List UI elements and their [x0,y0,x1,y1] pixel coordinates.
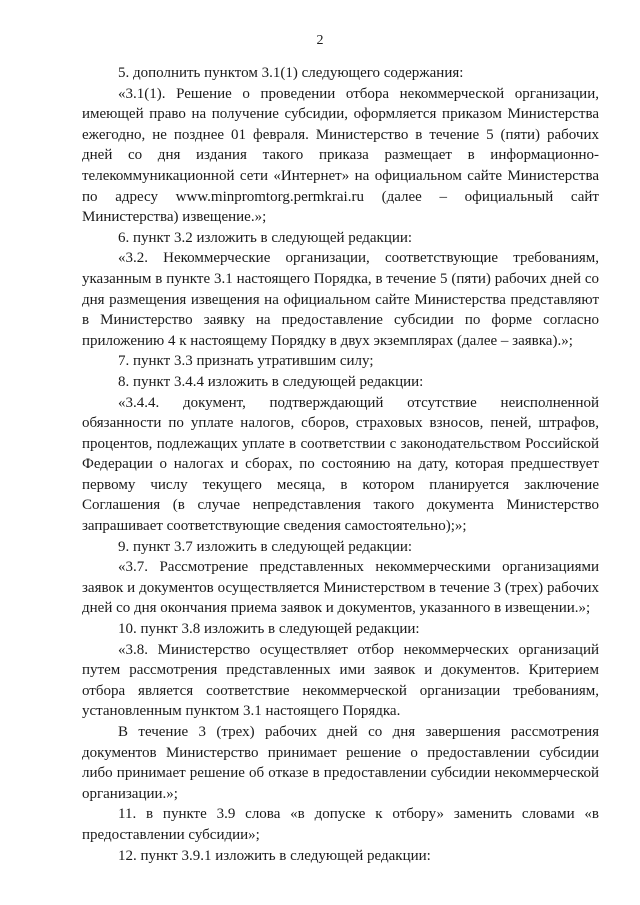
paragraph: 11. в пункте 3.9 слова «в допуске к отбору» заменить словами «в предоставлении субсидии»; [82,806,599,843]
paragraph: «3.2. Некоммерческие организации, соответствующие требованиям, указанным в пункте 3.1 настоящего Порядка, в течение 5 (пяти) рабочих дней со дня размещения извещения на официальном сайте Министерства представляют в Министерство заявку на предоставление субсидии по форме согласно приложению 4 к настоящему Порядку в двух экземплярах (далее – заявка).»; [82,250,599,349]
paragraph: «3.8. Министерство осуществляет отбор некоммерческих организаций путем рассмотрения представленных ими заявок и документов. Критерием отбора является соответствие некоммерческой организации требованиям, установленным пунктом 3.1 настоящего Порядка. [82,641,599,720]
paragraph: В течение 3 (трех) рабочих дней со дня завершения рассмотрения документов Министерство принимает решение о предоставлении субсидии либо принимает решение об отказе в предоставлении субсидии некоммерческой организации.»; [82,724,599,802]
paragraph: 8. пункт 3.4.4 изложить в следующей редакции: [118,373,424,390]
paragraph: «3.1(1). Решение о проведении отбора некоммерческой организации, имеющей право на получение субсидии, оформляется приказом Министерства ежегодно, не позднее 01 февраля. Министерство в течение 5 (пяти) рабочих дней со дня издания такого приказа размещает в информационно-телекоммуникационной сети «Интернет» на официальном сайте Министерства по адресу www.minpromtorg.permkrai.ru (далее – официальный сайт Министерства) извещение.»; [82,85,599,226]
paragraph: 7. пункт 3.3 признать утратившим силу; [118,353,374,370]
paragraph: 5. дополнить пунктом 3.1(1) следующего содержания: [118,65,464,81]
paragraph: 6. пункт 3.2 изложить в следующей редакции: [118,229,413,246]
page-number: 2 [316,33,324,48]
paragraph: 10. пункт 3.8 изложить в следующей редакции: [118,621,420,638]
paragraph: «3.7. Рассмотрение представленных некоммерческими организациями заявок и документов осуществляется Министерством в течение 3 (трех) рабочих дней со дня окончания приема заявок и документов, указанного в извещении.»; [82,559,599,617]
paragraph: 12. пункт 3.9.1 изложить в следующей редакции: [118,847,431,864]
paragraph: 9. пункт 3.7 изложить в следующей редакции: [118,538,413,555]
document-body [82,63,599,866]
paragraph: «3.4.4. документ, подтверждающий отсутствие неисполненной обязанности по уплате налогов, сборов, страховых взносов, пеней, штрафов, процентов, подлежащих уплате в соответствии с законодательством Российской Федерации о налогах и сборах, по состоянию на дату, которая предшествует первому числу текущего месяца, в котором планируется заключение Соглашения (в случае непредставления такого документа Министерство запрашивает соответствующие сведения самостоятельно);»; [82,394,599,535]
